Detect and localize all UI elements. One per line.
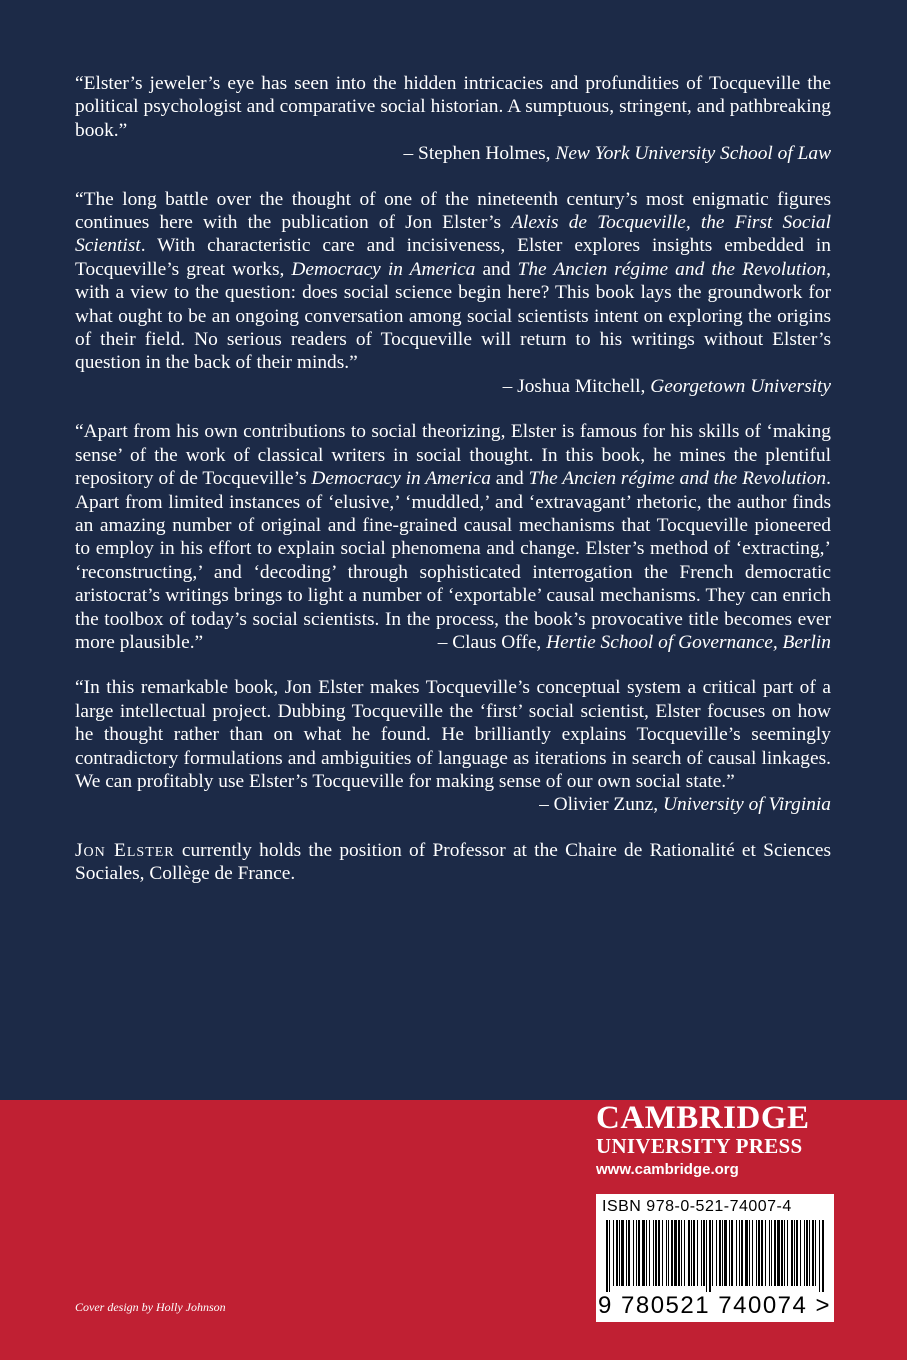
barcode-bar [678,1220,680,1286]
barcode-bar [822,1220,824,1292]
barcode-bar [804,1220,805,1286]
barcode-bar [638,1220,640,1286]
barcode-bar [771,1220,772,1286]
barcode-bar [724,1220,727,1286]
barcode-bars [602,1220,828,1292]
barcode-bar [691,1220,692,1286]
barcode-bar [688,1220,690,1286]
barcode-bar [749,1220,750,1286]
barcode-bar [812,1220,814,1286]
endorsements [75,72,831,886]
barcode-bar [739,1220,740,1286]
barcode-bar [626,1220,627,1286]
quote-attribution: – Olivier Zunz, University of Virginia [539,794,831,816]
barcode-bar [758,1220,760,1286]
quote-text: “In this remarkable book, Jon Elster makes Tocqueville’s conceptual system a critical part of a large intellectual project. Dubbing Tocqueville the ‘first’ social scientist, Elster focuses on how he thought rather than on what he found. He brilliantly explains Tocqueville’s seemingly contradictory formulations and ambiguities of language as iterations in search of causal linkages. We can profitably use Elster’s Tocqueville for making sense of our own social state.” – Olivier Zunz, University of Virginia [75,677,831,816]
barcode-bar [712,1220,713,1286]
barcode-bar [722,1220,723,1286]
barcode-bar [693,1220,695,1286]
barcode-bar [703,1220,705,1286]
barcode-bar [809,1220,810,1286]
quote-mitchell [75,188,831,399]
barcode-bar [701,1220,702,1286]
barcode-bar [674,1220,677,1286]
barcode-number: 9 780521 740074 > [598,1292,832,1319]
barcode-bar [616,1220,618,1286]
publisher-url: www.cambridge.org [596,1161,739,1178]
barcode-bar [666,1220,667,1286]
barcode-bar [633,1220,634,1286]
publisher-logo [596,1101,826,1180]
barcode-bar [681,1220,682,1286]
barcode-bar [653,1220,654,1286]
barcode-bar [628,1220,630,1286]
isbn-barcode [596,1194,834,1322]
cover-credit: Cover design by Holly Johnson [75,1300,226,1314]
barcode-bar [774,1220,776,1286]
author-name: Jon Elster [75,839,175,861]
quote-attribution: – Stephen Holmes, New York University School of Law [403,143,831,165]
barcode-bar [668,1220,669,1286]
barcode-bar [642,1220,645,1286]
author-bio: Jon Elster currently holds the position of Professor at the Chaire de Rationalité et Sciences Sociales, Collège de France. [75,839,831,885]
barcode-bar [784,1220,785,1286]
barcode-bar [819,1220,820,1292]
barcode-bar [777,1220,780,1286]
barcode-bar [646,1220,647,1286]
barcode-bar [781,1220,783,1286]
barcode-bar [609,1220,610,1292]
barcode-bar [794,1220,795,1286]
barcode-bar [800,1220,801,1286]
barcode-bar [706,1220,707,1292]
barcode-bar [745,1220,748,1286]
barcode-bar [619,1220,620,1286]
barcode-bar [655,1220,657,1286]
quote-attribution: – Joshua Mitchell, Georgetown University [502,375,831,397]
barcode-bar [761,1220,763,1286]
barcode-bar [719,1220,721,1286]
barcode-bar [731,1220,733,1286]
barcode-bar [606,1220,608,1292]
barcode-bar [815,1220,816,1286]
publisher-subname: UNIVERSITY PRESS [596,1134,803,1158]
quote-text: “The long battle over the thought of one of the nineteenth century’s most enigmatic figures continues here with the publication of Jon Elster’s Alexis de Tocqueville, the First Social Scientist. With characteristic care and incisiveness, Elster explores insights embedded in Tocqueville’s great works, Democracy in America and The Ancien régime and the Revolution, with a view to the question: does social science begin here? This book lays the groundwork for what ought to be an ongoing conversation among social scientists intent on exploring the origins of their field. No serious readers of Tocqueville will return to his writings without Elster’s question in the back of their minds.” [75,188,831,374]
quote-text: “Apart from his own contributions to social theorizing, Elster is famous for his skills of ‘making sense’ of the work of classical writers in social thought. In this book, he mines the plentiful repository of de Tocqueville’s Democracy in America and The Ancien régime and the Revolution. Apart from limited instances of ‘elusive,’ ‘muddled,’ and ‘extravagant’ rhetoric, the author finds an amazing number of original and fine-grained causal mechanisms that Tocqueville pioneered to employ in his effort to explain social phenomena and change. Elster’s method of ‘extracting,’ ‘reconstructing,’ and ‘decoding’ through sophisticated interrogation the French democratic aristocrat’s writings brings to light a number of ‘exportable’ causal mechanisms. They can enrich the toolbox of today’s social scientists. In the process, the book’s provocative title becomes ever more plausible.” – Claus Offe, Hertie School of Governance, Berlin [75,421,831,653]
barcode-bar [716,1220,717,1286]
barcode-bar [684,1220,685,1286]
barcode-bar [636,1220,637,1286]
barcode-bar [791,1220,793,1286]
isbn-label: ISBN 978-0-521-74007-4 [602,1198,792,1215]
barcode-bar [765,1220,766,1286]
barcode-bar [662,1220,663,1286]
barcode-bar [756,1220,757,1286]
barcode-bar [697,1220,698,1286]
barcode-bar [736,1220,737,1286]
barcode-bar [806,1220,808,1286]
barcode-bar [796,1220,798,1286]
barcode-bar [769,1220,770,1286]
barcode-bar [671,1220,673,1286]
quote-holmes [75,72,831,166]
barcode-bar [787,1220,788,1286]
quote-attribution: – Claus Offe, Hertie School of Governance, Berlin [437,631,831,653]
barcode-bar [658,1220,660,1286]
barcode-bar [621,1220,624,1286]
barcode-bar [729,1220,730,1286]
quote-text: “Elster’s jeweler’s eye has seen into the hidden intricacies and profundities of Tocqueville the political psychologist and comparative social historian. A sumptuous, stringent, and pathbreaking book.” [75,73,831,141]
barcode-bar [709,1220,711,1292]
quote-zunz [75,676,831,816]
barcode-bar [741,1220,743,1286]
publisher-name: CAMBRIDGE [596,1100,810,1136]
barcode-bar [613,1220,614,1286]
barcode-bar [752,1220,753,1286]
barcode-bar [649,1220,650,1286]
quote-offe [75,420,831,654]
